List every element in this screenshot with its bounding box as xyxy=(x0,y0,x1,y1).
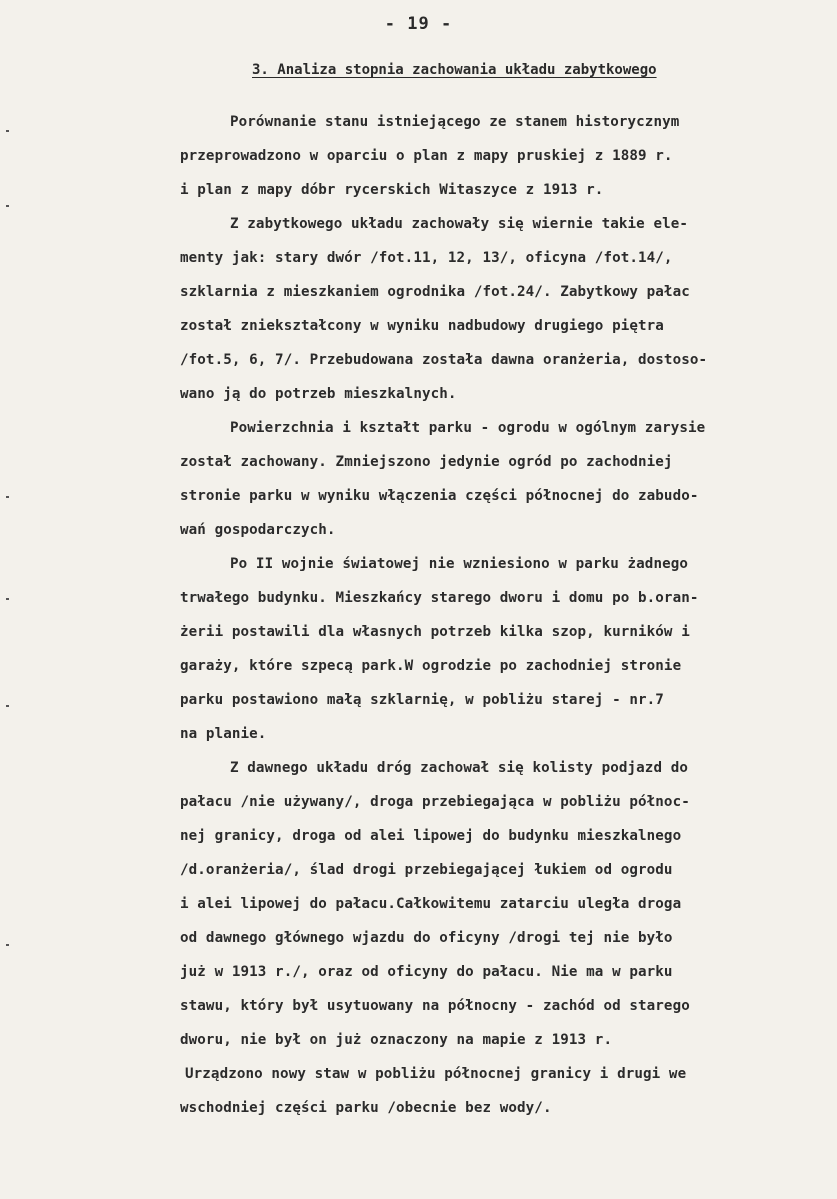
text-line: /d.oranżeria/, ślad drogi przebiegającej łukiem od ogrodu xyxy=(180,862,673,878)
text-line: Z zabytkowego układu zachowały się wiernie takie ele- xyxy=(230,216,689,232)
text-line: został zniekształcony w wyniku nadbudowy drugiego piętra xyxy=(180,318,664,334)
text-line: parku postawiono małą szklarnię, w pobliżu starej - nr.7 xyxy=(180,692,664,708)
text-line: żerii postawili dla własnych potrzeb kilka szop, kurników i xyxy=(180,624,690,640)
text-line: i alei lipowej do pałacu.Całkowitemu zatarciu uległa droga xyxy=(180,896,682,912)
text-line: Porównanie stanu istniejącego ze stanem historycznym xyxy=(230,114,680,130)
text-line: trwałego budynku. Mieszkańcy starego dworu i domu po b.oran- xyxy=(180,590,699,606)
text-line: szklarnia z mieszkaniem ogrodnika /fot.24/. Zabytkowy pałac xyxy=(180,284,690,300)
text-line: Z dawnego układu dróg zachował się kolisty podjazd do xyxy=(230,760,689,776)
margin-mark xyxy=(6,205,9,207)
text-line: dworu, nie był on już oznaczony na mapie z 1913 r. xyxy=(180,1032,613,1048)
text-line: pałacu /nie używany/, droga przebiegająca w pobliżu północ- xyxy=(180,794,690,810)
text-line: menty jak: stary dwór /fot.11, 12, 13/, oficyna /fot.14/, xyxy=(180,250,673,266)
section-heading: 3. Analiza stopnia zachowania układu zabytkowego xyxy=(252,62,657,78)
text-line: Po II wojnie światowej nie wzniesiono w parku żadnego xyxy=(230,556,689,572)
text-line: i plan z mapy dóbr rycerskich Witaszyce z 1913 r. xyxy=(180,182,604,198)
text-line: wschodniej części parku /obecnie bez wody/. xyxy=(180,1100,552,1116)
text-line: wań gospodarczych. xyxy=(180,522,336,538)
margin-mark xyxy=(6,705,9,707)
margin-mark xyxy=(6,944,9,946)
margin-mark xyxy=(6,130,9,132)
text-line: wano ją do potrzeb mieszkalnych. xyxy=(180,386,457,402)
page-number: - 19 - xyxy=(384,14,453,34)
text-line: stronie parku w wyniku włączenia części północnej do zabudo- xyxy=(180,488,699,504)
text-line: od dawnego głównego wjazdu do oficyny /drogi tej nie było xyxy=(180,930,673,946)
text-line: już w 1913 r./, oraz od oficyny do pałacu. Nie ma w parku xyxy=(180,964,673,980)
text-line: na planie. xyxy=(180,726,267,742)
text-line: został zachowany. Zmniejszono jedynie ogród po zachodniej xyxy=(180,454,673,470)
text-line: Powierzchnia i kształt parku - ogrodu w ogólnym zarysie xyxy=(230,420,706,436)
text-line: /fot.5, 6, 7/. Przebudowana została dawna oranżeria, dostoso- xyxy=(180,352,708,368)
margin-mark xyxy=(6,496,9,498)
text-line: przeprowadzono w oparciu o plan z mapy pruskiej z 1889 r. xyxy=(180,148,673,164)
margin-mark xyxy=(6,598,9,600)
text-line: garaży, które szpecą park.W ogrodzie po zachodniej stronie xyxy=(180,658,682,674)
text-line: stawu, który był usytuowany na północny - zachód od starego xyxy=(180,998,690,1014)
text-line: nej granicy, droga od alei lipowej do budynku mieszkalnego xyxy=(180,828,682,844)
text-line: Urządzono nowy staw w pobliżu północnej granicy i drugi we xyxy=(185,1066,687,1082)
